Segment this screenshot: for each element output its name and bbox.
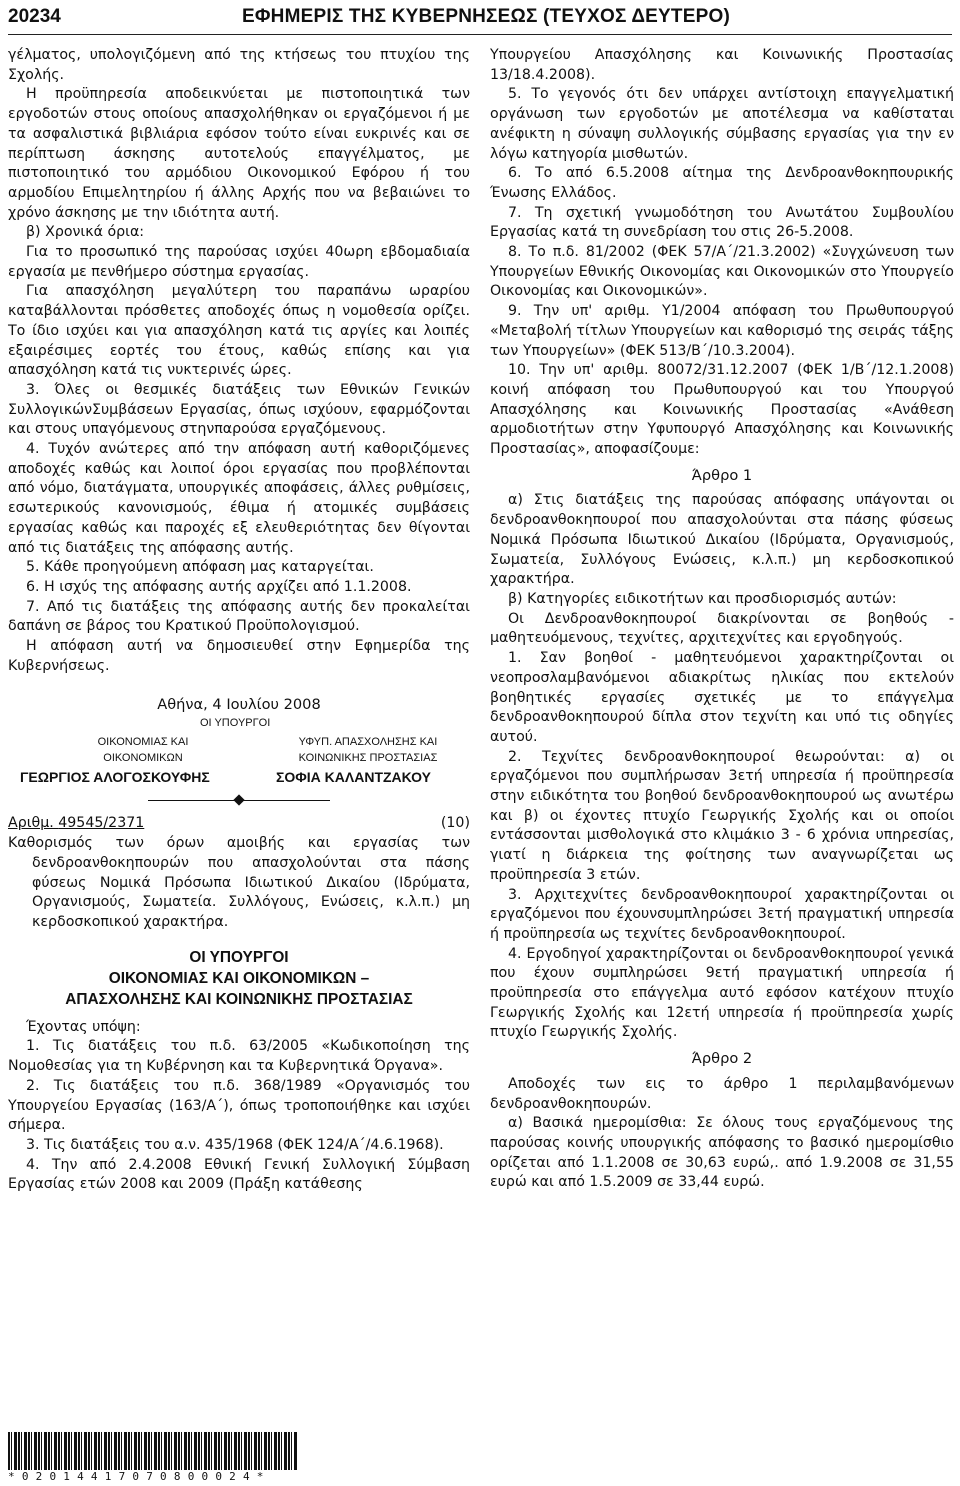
legal-reference: 3. Τις διατάξεις του α.ν. 435/1968 (ΦΕΚ 124/Α΄/4.6.1968). bbox=[26, 1136, 444, 1153]
paragraph: 3. Αρχιτεχνίτες δενδροανθοκηπουροί χαρακτηρίζονται οι εργαζόμενοι που έχουνσυμπληρώσει 3ετή πραγματική υπηρεσία ή προϋπηρεσία ως τεχνίτες δενδροανθοκηπουροί. bbox=[490, 886, 954, 942]
page-header bbox=[8, 4, 952, 35]
paragraph: Οι Δενδροανθοκηπουροί διακρίνονται σε βοηθούς - μαθητευόμενους, τεχνίτες, αρχιτεχνίτες και εργοδηγούς. bbox=[490, 610, 954, 647]
section-divider bbox=[8, 792, 470, 810]
signatory-name-1: ΓΕΩΡΓΙΟΣ ΑΛΟΓΟΣΚΟΥΦΗΣ bbox=[20, 769, 210, 786]
paragraph: 5. Κάθε προηγούμενη απόφαση μας καταργείται. bbox=[26, 559, 374, 576]
legal-reference: 2. Τις διατάξεις του π.δ. 368/1989 «Οργανισμός του Υπουργείου Εργασίας (163/Α΄), όπως τροποποιήθηκε και ισχύει σήμερα. bbox=[8, 1077, 470, 1134]
ministers-heading-3: ΑΠΑΣΧΟΛΗΣΗΣ ΚΑΙ ΚΟΙΝΩΝΙΚΗΣ ΠΡΟΣΤΑΣΙΑΣ bbox=[65, 990, 413, 1008]
ministry-2-line-2: ΚΟΙΝΩΝΙΚΗΣ ΠΡΟΣΤΑΣΙΑΣ bbox=[298, 752, 438, 765]
decision-subject: Καθορισμός των όρων αμοιβής και εργασίας των δενδροανθοκηπουρών που απασχολούνται στα πάσης φύσεως Νομικά Πρόσωπα Ιδιωτικού Δικαίου (Ιδρύματα, Οργανισμούς, Σωματεία. Συλλόγους, Ενώσεις, κ.λ.π.) μη κερδοσκοπικού χαρακτήρα. bbox=[8, 835, 470, 931]
legal-reference: 4. Την από 2.4.2008 Εθνική Γενική Συλλογική Σύμβαση Εργασίας ετών 2008 και 2009 (Πράξη κατάθεσης bbox=[8, 1156, 470, 1193]
page-number: 20234 bbox=[8, 6, 61, 27]
ministry-1 bbox=[78, 734, 208, 766]
paragraph: Η απόφαση αυτή να δημοσιευθεί στην Εφημερίδα της Κυβερνήσεως. bbox=[8, 638, 470, 674]
paragraph: 1. Σαν βοηθοί - μαθητευόμενοι χαρακτηρίζονται οι νεοπροσλαμβανόμενοι αδιακρίτως ηλικίας που εκτελούν βοηθητικές εργασίες σχετικές με το επάγγελμα δενδροανθοκηπουρού δίπλα στον τεχνίτη και υπό τις οδηγίες αυτού. bbox=[490, 650, 954, 745]
signature-date: Αθήνα, 4 Ιουλίου 2008 bbox=[157, 695, 321, 713]
barcode-text: *02014417070800024* bbox=[8, 1470, 271, 1483]
left-column bbox=[8, 46, 470, 1195]
legal-reference: 9. Την υπ' αριθμ. Υ1/2004 απόφαση του Πρωθυπουργού «Μεταβολή τίτλων Υπουργείων και καθορισμό της σειράς τάξης των Υπουργείων» (ΦΕΚ 513/Β΄/10.3.2004). bbox=[490, 303, 954, 359]
legal-reference: 5. Το γεγονός ότι δεν υπάρχει αντίστοιχη επαγγελματική οργάνωση των εργοδοτών με αποτέλεσμα να καθίσταται ανέφικτη η σύναψη συλλογικής σύμβασης εργασίας για την εν λόγω κατηγορία μισθωτών. bbox=[490, 86, 954, 162]
legal-reference: 7. Τη σχετική γνωμοδότηση του Ανωτάτου Συμβουλίου Εργασίας κατά τη συνεδρίαση του στις 26-5.2008. bbox=[490, 204, 954, 241]
paragraph: α) Βασικά ημερομίσθια: Σε όλους τους εργαζόμενους της παρούσας κοινής υπουργικής απόφασης το βασικό ημερομίσθιο ορίζεται από 1.1.2008 σε 30,63 ευρώ,. από 1.9.2008 σε 31,55 ευρώ και από 1.5.2009 σε 33,44 ευρώ. bbox=[490, 1115, 954, 1191]
paragraph: β) Κατηγορίες ειδικοτήτων και προσδιορισμός αυτών: bbox=[508, 590, 897, 607]
paragraph: Για το προσωπικό της παρούσας ισχύει 40ωρη εβδομαδιαία εργασία με πενθήμερο σύστημα εργασίας. bbox=[8, 244, 470, 280]
barcode bbox=[8, 1432, 298, 1470]
ministry-2 bbox=[278, 734, 458, 766]
ministers-heading-1: ΟΙ ΥΠΟΥΡΓΟΙ bbox=[189, 948, 289, 966]
decision-number-value: 49545/2371 bbox=[58, 815, 145, 832]
article-1-heading: Άρθρο 1 bbox=[691, 466, 753, 484]
paragraph: 3. Όλες οι θεσμικές διατάξεις των Εθνικών Γενικών ΣυλλογικώνΣυμβάσεων Εργασίας, όπως ισχύουν, εφαρμόζονται και στους υπαγόμενους στηνπαρούσα εργαζόμενους. bbox=[8, 381, 470, 438]
paragraph: Η προϋπηρεσία αποδεικνύεται με πιστοποιητικά των εργοδοτών στους οποίους απασχολήθηκαν οι εργαζόμενοι ή με τα ασφαλιστικά βιβλιάρια εφόσον τούτο είναι ευκρινές και σε περίπτωση άσκησης αυτοτελούς επαγγέλματος, με πιστοποιητικό του αρμόδιου Οικονομικού Εφόρου ή του αρμοδίου Επιμελητηρίου ή άλλης Αρχής που να βεβαιώνει το χρόνο άσκησης με την ιδιότητα αυτή. bbox=[8, 86, 470, 221]
decision-ordinal: (10) bbox=[440, 815, 470, 832]
paragraph: β) Χρονικά όρια: bbox=[26, 224, 145, 241]
diamond-icon bbox=[233, 795, 244, 806]
article-2-heading: Άρθρο 2 bbox=[691, 1050, 753, 1068]
paragraph: Αποδοχές των εις το άρθρο 1 περιλαμβανόμενων δενδροανθοκηπουρών. bbox=[490, 1075, 954, 1112]
signature-block bbox=[8, 714, 470, 788]
paragraph: 2. Τεχνίτες δενδροανθοκηπουροί θεωρούνται: α) οι εργαζόμενοι που συμπλήρωσαν 3ετή υπηρεσία ή προϋπηρεσία στην ειδικότητα του βοηθού δενδροανθοκηπουρού ως ανωτέρω και β) οι έχοντες πτυχίο Γεωργικής Σχολής και οι οποίοι εντάσσονται μισθολογικά στο κλιμάκιο 3 - 6 χρόνια υπηρεσίας, γιατί η διάρκεια της φοίτησης των αναγνωρίζεται ως προϋπηρεσία 3 ετών. bbox=[490, 748, 954, 883]
legal-reference: 8. Το π.δ. 81/2002 (ΦΕΚ 57/Α΄/21.3.2002) «Συγχώνευση των Υπουργείων Εθνικής Οικονομίας και Οικονομικών στο Υπουργείο Οικονομίας και Οικονομικών». bbox=[490, 244, 954, 300]
signatory-name-2: ΣΟΦΙΑ ΚΑΛΑΝΤΖΑΚΟΥ bbox=[276, 769, 431, 786]
paragraph: α) Στις διατάξεις της παρούσας απόφασης υπάγονται οι δενδροανθοκηπουροί που απασχολούνται στα πάσης φύσεως Νομικά Πρόσωπα Ιδιωτικού Δικαίου (Ιδρύματα, Οργανισμούς, Σωματεία, Συλλόγους Ενώσεις, κ.λ.π.) μη κερδοσκοπικού χαρακτήρα. bbox=[490, 492, 954, 588]
paragraph: Υπουργείου Απασχόλησης και Κοινωνικής Προστασίας 13/18.4.2008). bbox=[490, 47, 954, 83]
paragraph: 6. Η ισχύς της απόφασης αυτής αρχίζει από 1.1.2008. bbox=[26, 578, 412, 595]
ministry-1-line-2: ΟΙΚΟΝΟΜΙΚΩΝ bbox=[103, 752, 183, 765]
paragraph: Για απασχόληση μεγαλύτερη του παραπάνω ωραρίου καταβάλλονται πρόσθετες αποδοχές όπως η νομοθεσία ορίζει. Το ίδιο ισχύει και για απασχόληση κατά τις αργίες και λοιπές εξαιρέσιμες εορτές του έτους, καθώς επίσης και για απασχόληση κατά τις νυκτερινές ώρες. bbox=[8, 283, 470, 379]
paragraph: γέλματος, υπολογιζόμενη από της κτήσεως του πτυχίου της Σχολής. bbox=[8, 47, 470, 83]
paragraph: 4. Τυχόν ανώτερες από την απόφαση αυτή καθοριζόμενες αποδοχές καθώς και λοιποί όροι εργασίας που προβλέπονται από νόμο, διατάγματα, υπουργικές αποφάσεις, άλλες ρυθμίσεις, εσωτερικούς κανονισμούς, έθιμα ή ατομικές συμβάσεις εργασίας καθώς και παροχές εξ ελευθεριότητας δεν θίγονται από τις διατάξεις της απόφασης αυτής. bbox=[8, 441, 470, 556]
decision-number bbox=[8, 814, 144, 834]
gazette-title: ΕΦΗΜΕΡΙΣ ΤΗΣ ΚΥΒΕΡΝΗΣΕΩΣ (ΤΕΥΧΟΣ ΔΕΥΤΕΡΟ) bbox=[242, 6, 730, 27]
decision-header bbox=[8, 814, 470, 834]
ministry-1-line-1: ΟΙΚΟΝΟΜΙΑΣ ΚΑΙ bbox=[97, 736, 189, 749]
legal-reference: 1. Τις διατάξεις του π.δ. 63/2005 «Κωδικοποίηση της Νομοθεσίας για τη Κυβέρνηση και τα Κυβερνητικά Όργανα». bbox=[8, 1038, 470, 1075]
right-column bbox=[490, 46, 954, 1193]
ministers-heading-2: ΟΙΚΟΝΟΜΙΑΣ ΚΑΙ ΟΙΚΟΝΟΜΙΚΩΝ – bbox=[108, 969, 370, 987]
legal-reference: 6. Το από 6.5.2008 αίτημα της Δενδροανθοκηπουρικής Ένωσης Ελλάδος. bbox=[490, 165, 954, 201]
ministry-2-line-1: ΥΦΥΠ. ΑΠΑΣΧΟΛΗΣΗΣ ΚΑΙ bbox=[298, 736, 438, 749]
having-regard: Έχοντας υπόψη: bbox=[26, 1018, 141, 1035]
paragraph: 4. Εργοδηγοί χαρακτηρίζονται οι δενδροανθοκηπουροί γενικά που έχουν συμπληρώσει 9ετή πραγματική υπηρεσία ή προϋπηρεσία στο επάγγελμα αυτό εφόσον κατέχουν πτυχίο Γεωργικής Σχολής και 12ετή υπηρεσία ή προϋπηρεσία χωρίς πτυχίο Γεωργικής Σχολής. bbox=[490, 945, 954, 1041]
legal-reference: 10. Την υπ' αριθμ. 80072/31.12.2007 (ΦΕΚ 1/Β΄/12.1.2008) κοινή απόφαση του Πρωθυπουργού και του Υπουργού Απασχόλησης και Κοινωνικής Προστασίας «Ανάθεση αρμοδιοτήτων στην Υφυπουργό Απασχόλησης και Κοινωνικής Προστασίας», αποφασίζουμε: bbox=[490, 362, 954, 458]
decision-number-prefix: Αριθμ. bbox=[8, 815, 59, 832]
ministers-label: ΟΙ ΥΠΟΥΡΓΟΙ bbox=[200, 717, 271, 730]
paragraph: 7. Από τις διατάξεις της απόφασης αυτής δεν προκαλείται δαπάνη σε βάρος του Κρατικού Προϋπολογισμού. bbox=[8, 598, 470, 635]
